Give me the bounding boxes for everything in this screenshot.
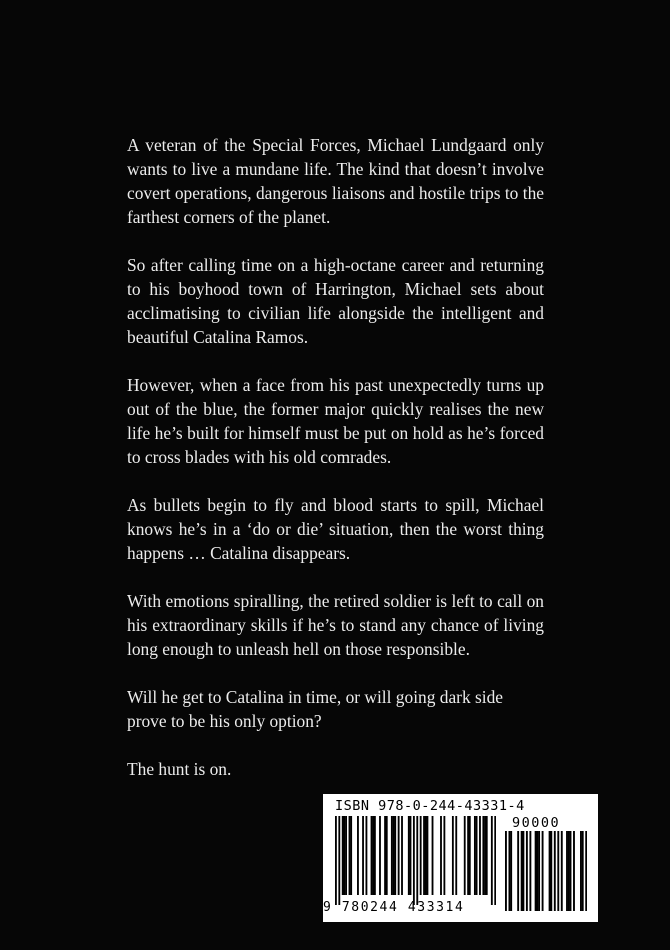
addon-bar — [505, 831, 507, 911]
addon-bars-graphic — [505, 831, 587, 911]
blurb-paragraph-4: As bullets begin to fly and blood starts to spill, Michael knows he’s in a ‘do or die’ situation, then the worst thing happens … Catalina disappears. — [127, 495, 544, 563]
barcode-bar — [423, 816, 425, 895]
barcode-bar — [469, 816, 471, 895]
barcode-bar — [343, 816, 345, 895]
addon-bars — [505, 831, 587, 911]
addon-bar — [542, 831, 544, 911]
blurb-paragraph-5: With emotions spiralling, the retired soldier is left to call on his extraordinary skills if he’s to stand any chance of living long enough to unleash hell on those responsible. — [127, 591, 544, 659]
barcode-bar — [494, 816, 496, 905]
barcode-bar — [338, 816, 340, 905]
addon-bar — [521, 831, 523, 911]
addon-digits: 90000 — [512, 815, 561, 831]
barcode-bar — [474, 816, 476, 895]
ean13-bars-graphic — [335, 816, 496, 905]
blurb-paragraph-2: So after calling time on a high-octane career and returning to his boyhood town of Harrington, Michael sets about acclimatising to civilian life alongside the intelligent and beautiful Catalina Ramos. — [127, 255, 544, 347]
barcode-bar — [384, 816, 386, 895]
blurb-text — [127, 133, 544, 805]
addon-bar — [580, 831, 582, 911]
barcode-bar — [394, 816, 396, 895]
addon-bar — [549, 831, 551, 911]
barcode-bar — [391, 816, 393, 895]
barcode-bar — [393, 816, 395, 895]
addon-bar — [557, 831, 559, 911]
barcode-bar — [476, 816, 478, 895]
barcode-bar — [413, 816, 415, 905]
addon-bar — [550, 831, 552, 911]
isbn-label: ISBN 978-0-244-43331-4 — [335, 798, 525, 814]
barcode-bar — [420, 816, 422, 895]
barcode-bar — [432, 816, 434, 895]
barcode-bar — [401, 816, 403, 895]
addon-bar — [529, 831, 531, 911]
barcode-bar — [357, 816, 359, 895]
barcode-bar — [372, 816, 374, 895]
barcode-bar — [452, 816, 454, 895]
blurb-paragraph-1: A veteran of the Special Forces, Michael Lundgaard only wants to live a mundane life. The kind that doesn’t involve covert operations, dangerous liaisons and hostile trips to the farthest corners of the planet. — [127, 135, 544, 227]
barcode-bar — [374, 816, 376, 895]
barcode-bar — [440, 816, 442, 895]
barcode-bar — [350, 816, 352, 895]
barcode-bar — [366, 816, 368, 895]
barcode-bar — [410, 816, 412, 895]
barcode-bar — [486, 816, 488, 895]
ean13-bars — [335, 816, 496, 905]
barcode-bar — [416, 816, 418, 905]
barcode-bar — [455, 816, 457, 895]
barcode-bar — [427, 816, 429, 895]
barcode-bar — [386, 816, 388, 895]
addon-bar — [535, 831, 537, 911]
barcode-bar — [342, 816, 344, 895]
barcode-bar — [345, 816, 347, 895]
barcode-bar — [491, 816, 493, 905]
barcode-bar — [379, 816, 381, 895]
barcode-bar — [464, 816, 466, 895]
addon-bar — [561, 831, 563, 911]
barcode-bar — [349, 816, 351, 895]
barcode-bar — [443, 816, 445, 895]
addon-bar — [517, 831, 519, 911]
addon-bar — [570, 831, 572, 911]
blurb-paragraph-3: However, when a face from his past unexpectedly turns up out of the blue, the former major quickly realises the new life he’s built for himself must be put on hold as he’s forced to cross blades with his old comrades. — [127, 375, 544, 467]
addon-bar — [568, 831, 570, 911]
addon-bar — [538, 831, 540, 911]
barcode-bar — [479, 816, 481, 895]
addon-bar — [526, 831, 528, 911]
barcode-bar — [482, 816, 484, 895]
addon-bar — [522, 831, 524, 911]
barcode-bar — [467, 816, 469, 895]
barcode-bar — [371, 816, 373, 895]
barcode-bar — [398, 816, 400, 895]
addon-bar — [573, 831, 575, 911]
barcode-bar — [408, 816, 410, 895]
addon-bar — [508, 831, 510, 911]
addon-bar — [554, 831, 556, 911]
addon-bar — [582, 831, 584, 911]
addon-bar — [566, 831, 568, 911]
isbn-barcode — [323, 794, 598, 922]
blurb-paragraph-6: Will he get to Catalina in time, or will going dark side prove to be his only option? — [127, 687, 504, 731]
barcode-bar — [335, 816, 337, 905]
addon-bar — [585, 831, 587, 911]
addon-bar — [536, 831, 538, 911]
addon-bar — [510, 831, 512, 911]
barcode-bar — [362, 816, 364, 895]
barcode-bar — [425, 816, 427, 895]
ean13-digits: 9 780244 433314 — [323, 900, 465, 915]
barcode-bar — [484, 816, 486, 895]
blurb-tagline: The hunt is on. — [127, 759, 232, 779]
